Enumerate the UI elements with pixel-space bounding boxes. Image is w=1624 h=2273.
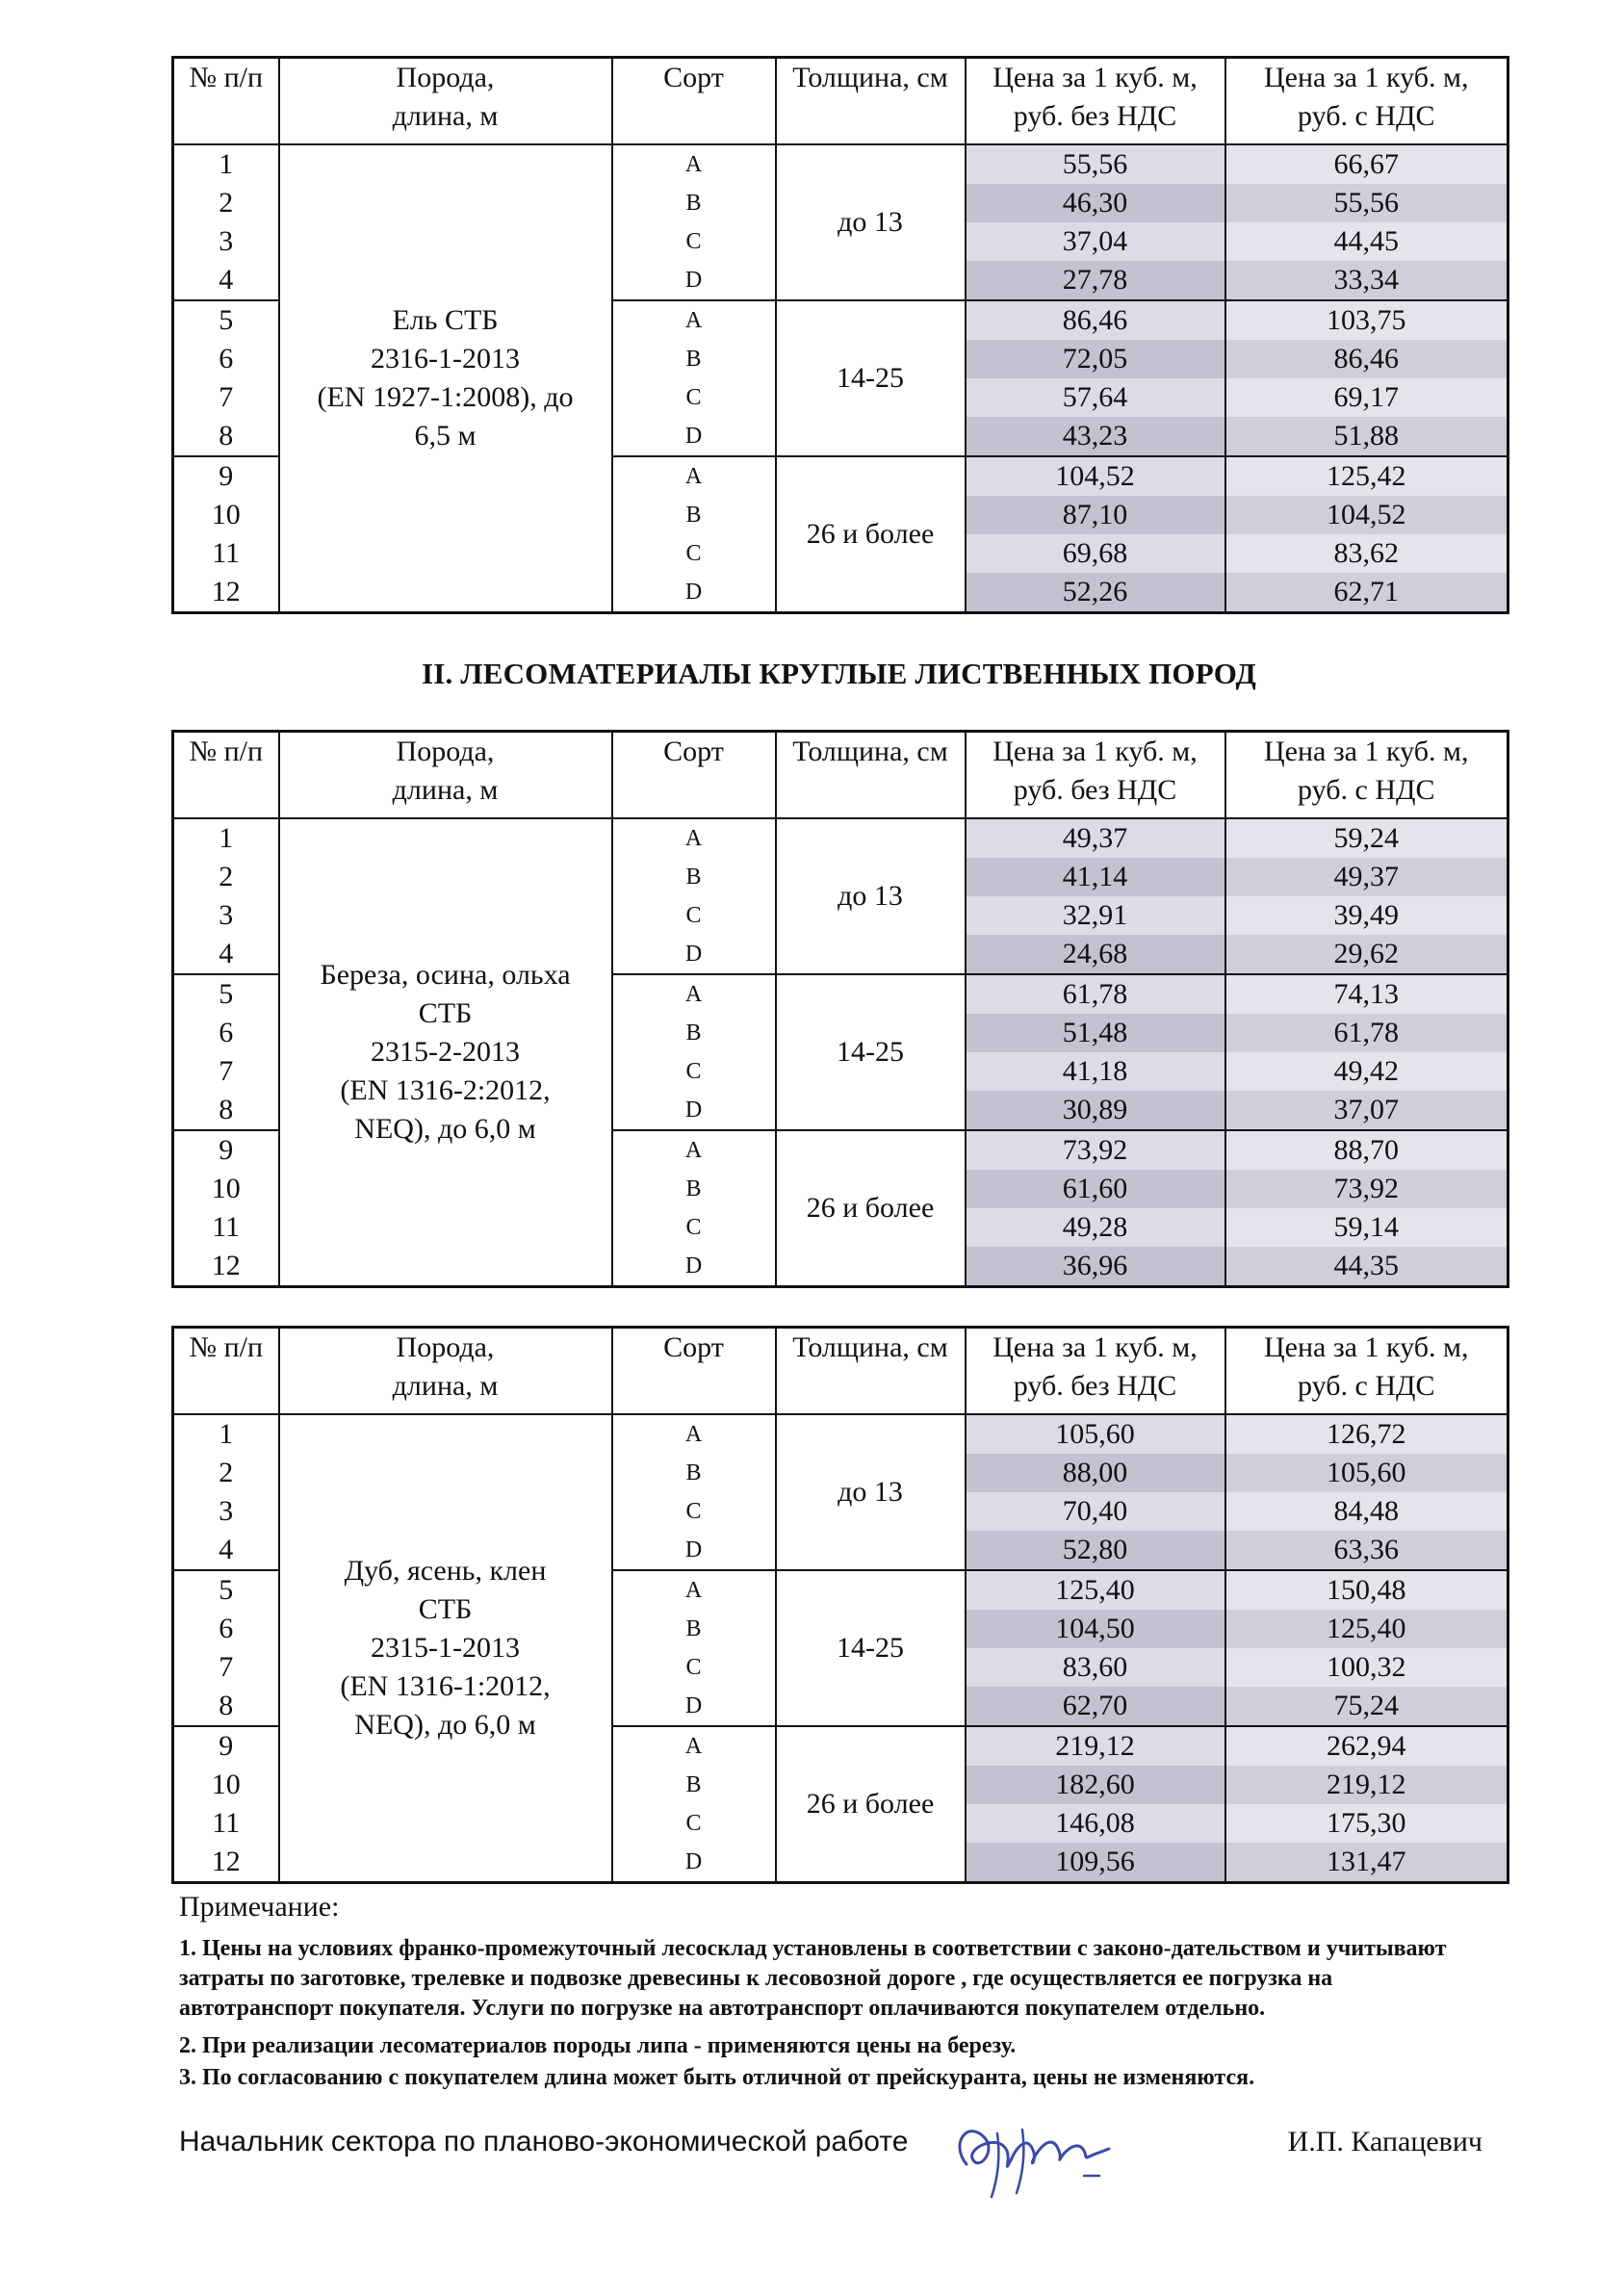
price-vat-cell: 105,60: [1225, 1454, 1508, 1492]
price-vat-cell: 126,72: [1225, 1414, 1508, 1454]
signatory-position: Начальник сектора по планово-экономической работе: [179, 2126, 909, 2157]
grade-cell: C: [612, 1648, 776, 1687]
price-vat-cell: 49,42: [1225, 1052, 1508, 1091]
thickness-cell: 26 и более: [776, 1726, 966, 1883]
grade-cell: C: [612, 378, 776, 417]
grade-cell: B: [612, 1014, 776, 1052]
price-no-vat-cell: 83,60: [966, 1648, 1225, 1687]
row-number: 11: [173, 1208, 279, 1247]
grade-cell: A: [612, 1570, 776, 1610]
header-thickness: [776, 1328, 966, 1415]
species-text: 2315-2-2013: [371, 1036, 520, 1068]
price-no-vat-cell: 61,78: [966, 974, 1225, 1014]
price-no-vat-cell: 182,60: [966, 1766, 1225, 1804]
grade-cell: A: [612, 1414, 776, 1454]
species-text: 2316-1-2013: [371, 343, 520, 375]
price-no-vat-cell: 70,40: [966, 1492, 1225, 1531]
price-no-vat-cell: 51,48: [966, 1014, 1225, 1052]
header-text: Порода,: [396, 736, 495, 767]
header-grade: [612, 58, 776, 145]
header-text: Цена за 1 куб. м,: [992, 1331, 1198, 1363]
row-number: 8: [173, 417, 279, 456]
species-text: NEQ), до 6,0 м: [354, 1113, 536, 1145]
price-no-vat-cell: 55,56: [966, 144, 1225, 184]
header-grade: [612, 1328, 776, 1415]
row-number: 1: [173, 1414, 279, 1454]
price-no-vat-cell: 49,37: [966, 818, 1225, 858]
row-number: 10: [173, 1766, 279, 1804]
row-number: 12: [173, 1843, 279, 1883]
grade-cell: B: [612, 184, 776, 222]
price-vat-cell: 44,35: [1225, 1247, 1508, 1287]
price-vat-cell: 59,14: [1225, 1208, 1508, 1247]
notes-block: [179, 1890, 1527, 2093]
table-row: [173, 144, 1508, 184]
signatory-name: И.П. Капацевич: [1287, 2126, 1482, 2157]
price-no-vat-cell: 52,26: [966, 573, 1225, 613]
thickness-cell: 14-25: [776, 300, 966, 456]
price-vat-cell: 33,34: [1225, 261, 1508, 300]
header-text: длина, м: [392, 774, 499, 806]
species-text: СТБ: [418, 997, 473, 1029]
table-row: [173, 818, 1508, 858]
header-text: руб. без НДС: [1013, 774, 1177, 806]
header-text: руб. без НДС: [1013, 1370, 1177, 1402]
price-vat-cell: 61,78: [1225, 1014, 1508, 1052]
price-vat-cell: 55,56: [1225, 184, 1508, 222]
header-price-vat: [1225, 58, 1508, 145]
header-text: № п/п: [189, 1331, 264, 1363]
price-vat-cell: 88,70: [1225, 1130, 1508, 1170]
price-no-vat-cell: 41,18: [966, 1052, 1225, 1091]
row-number: 3: [173, 222, 279, 261]
grade-cell: D: [612, 1531, 776, 1570]
header-text: Цена за 1 куб. м,: [1263, 62, 1469, 93]
species-text: (EN 1927-1:2008), до: [317, 381, 574, 413]
header-row: [173, 732, 1508, 819]
grade-cell: C: [612, 534, 776, 573]
grade-cell: D: [612, 417, 776, 456]
price-no-vat-cell: 36,96: [966, 1247, 1225, 1287]
grade-cell: C: [612, 1208, 776, 1247]
price-vat-cell: 63,36: [1225, 1531, 1508, 1570]
header-num: [173, 1328, 279, 1415]
grade-cell: B: [612, 1766, 776, 1804]
header-price-vat: [1225, 1328, 1508, 1415]
grade-cell: D: [612, 1091, 776, 1130]
header-text: Цена за 1 куб. м,: [992, 736, 1198, 767]
grade-cell: A: [612, 456, 776, 496]
price-vat-cell: 104,52: [1225, 496, 1508, 534]
price-vat-cell: 51,88: [1225, 417, 1508, 456]
row-number: 12: [173, 1247, 279, 1287]
price-no-vat-cell: 27,78: [966, 261, 1225, 300]
species-text: 6,5 м: [414, 420, 477, 452]
price-no-vat-cell: 30,89: [966, 1091, 1225, 1130]
price-table-conifer: [171, 56, 1509, 614]
price-vat-cell: 44,45: [1225, 222, 1508, 261]
price-no-vat-cell: 146,08: [966, 1804, 1225, 1843]
price-vat-cell: 83,62: [1225, 534, 1508, 573]
notes-title: Примечание:: [179, 1891, 340, 1923]
grade-cell: C: [612, 896, 776, 935]
row-number: 5: [173, 300, 279, 340]
price-no-vat-cell: 73,92: [966, 1130, 1225, 1170]
price-vat-cell: 69,17: [1225, 378, 1508, 417]
grade-cell: C: [612, 1052, 776, 1091]
section-title: II. ЛЕСОМАТЕРИАЛЫ КРУГЛЫЕ ЛИСТВЕННЫХ ПОРОД: [421, 657, 1256, 690]
price-no-vat-cell: 69,68: [966, 534, 1225, 573]
price-table-birch: [171, 730, 1509, 1288]
header-price-no-vat: [966, 58, 1225, 145]
table-row: [173, 1414, 1508, 1454]
price-no-vat-cell: 41,14: [966, 858, 1225, 896]
header-species: [279, 1328, 612, 1415]
row-number: 10: [173, 496, 279, 534]
row-number: 4: [173, 261, 279, 300]
price-no-vat-cell: 61,60: [966, 1170, 1225, 1208]
species-cell: [279, 818, 612, 1287]
row-number: 6: [173, 1014, 279, 1052]
header-text: Толщина, см: [792, 736, 948, 767]
row-number: 2: [173, 1454, 279, 1492]
header-text: Сорт: [663, 736, 724, 767]
price-no-vat-cell: 125,40: [966, 1570, 1225, 1610]
grade-cell: C: [612, 222, 776, 261]
grade-cell: D: [612, 261, 776, 300]
species-text: (EN 1316-2:2012,: [340, 1074, 551, 1106]
row-number: 5: [173, 1570, 279, 1610]
header-text: руб. без НДС: [1013, 100, 1177, 132]
price-no-vat-cell: 109,56: [966, 1843, 1225, 1883]
price-vat-cell: 125,42: [1225, 456, 1508, 496]
grade-cell: D: [612, 1843, 776, 1883]
row-number: 9: [173, 456, 279, 496]
row-number: 3: [173, 1492, 279, 1531]
price-vat-cell: 37,07: [1225, 1091, 1508, 1130]
price-no-vat-cell: 49,28: [966, 1208, 1225, 1247]
grade-cell: A: [612, 974, 776, 1014]
row-number: 6: [173, 1610, 279, 1648]
price-no-vat-cell: 37,04: [966, 222, 1225, 261]
row-number: 1: [173, 144, 279, 184]
grade-cell: B: [612, 1454, 776, 1492]
price-vat-cell: 49,37: [1225, 858, 1508, 896]
thickness-cell: 26 и более: [776, 1130, 966, 1287]
header-text: длина, м: [392, 1370, 499, 1402]
row-number: 11: [173, 534, 279, 573]
species-text: (EN 1316-1:2012,: [340, 1670, 551, 1702]
price-vat-cell: 74,13: [1225, 974, 1508, 1014]
grade-cell: C: [612, 1804, 776, 1843]
price-no-vat-cell: 86,46: [966, 300, 1225, 340]
row-number: 9: [173, 1130, 279, 1170]
handwritten-signature: [940, 2105, 1142, 2201]
species-text: Дуб, ясень, клен: [344, 1555, 547, 1587]
grade-cell: D: [612, 935, 776, 974]
header-species: [279, 58, 612, 145]
row-number: 6: [173, 340, 279, 378]
price-vat-cell: 66,67: [1225, 144, 1508, 184]
price-vat-cell: 219,12: [1225, 1766, 1508, 1804]
header-text: Порода,: [396, 62, 495, 93]
header-text: Сорт: [663, 62, 724, 93]
row-number: 4: [173, 1531, 279, 1570]
grade-cell: A: [612, 818, 776, 858]
price-vat-cell: 84,48: [1225, 1492, 1508, 1531]
price-vat-cell: 73,92: [1225, 1170, 1508, 1208]
note-2: 2. При реализации лесоматериалов породы липа - применяются цены на березу.: [179, 2033, 1017, 2058]
price-no-vat-cell: 24,68: [966, 935, 1225, 974]
species-text: 2315-1-2013: [371, 1632, 520, 1664]
note-1: 1. Цены на условиях франко-промежуточный лесосклад установлены в соответствии с законо-дательством и учитывают затраты по заготовке, трелевке и подвозке древесины к лесовозной дороге , где осуществляется ее погрузка на автотранспорт покупателя. Услуги по погрузке на автотранспорт оплачиваются покупателем отдельно.: [179, 1936, 1447, 2021]
row-number: 3: [173, 896, 279, 935]
header-row: [173, 58, 1508, 145]
header-text: Цена за 1 куб. м,: [1263, 1331, 1469, 1363]
row-number: 7: [173, 378, 279, 417]
header-grade: [612, 732, 776, 819]
header-price-no-vat: [966, 1328, 1225, 1415]
header-text: длина, м: [392, 100, 499, 132]
price-vat-cell: 59,24: [1225, 818, 1508, 858]
row-number: 8: [173, 1091, 279, 1130]
grade-cell: B: [612, 1170, 776, 1208]
grade-cell: C: [612, 1492, 776, 1531]
row-number: 4: [173, 935, 279, 974]
header-text: № п/п: [189, 736, 264, 767]
grade-cell: D: [612, 1247, 776, 1287]
price-vat-cell: 62,71: [1225, 573, 1508, 613]
header-text: руб. с НДС: [1298, 100, 1435, 132]
price-no-vat-cell: 104,52: [966, 456, 1225, 496]
species-text: СТБ: [418, 1593, 473, 1625]
row-number: 11: [173, 1804, 279, 1843]
price-no-vat-cell: 104,50: [966, 1610, 1225, 1648]
price-vat-cell: 150,48: [1225, 1570, 1508, 1610]
thickness-cell: до 13: [776, 1414, 966, 1570]
header-text: Толщина, см: [792, 1331, 948, 1363]
price-vat-cell: 103,75: [1225, 300, 1508, 340]
thickness-cell: 14-25: [776, 974, 966, 1130]
species-cell: [279, 1414, 612, 1883]
price-vat-cell: 75,24: [1225, 1687, 1508, 1726]
grade-cell: B: [612, 496, 776, 534]
header-num: [173, 58, 279, 145]
price-no-vat-cell: 87,10: [966, 496, 1225, 534]
header-text: Цена за 1 куб. м,: [992, 62, 1198, 93]
row-number: 2: [173, 858, 279, 896]
row-number: 1: [173, 818, 279, 858]
grade-cell: D: [612, 1687, 776, 1726]
price-vat-cell: 86,46: [1225, 340, 1508, 378]
grade-cell: B: [612, 1610, 776, 1648]
species-text: NEQ), до 6,0 м: [354, 1709, 536, 1741]
header-species: [279, 732, 612, 819]
price-no-vat-cell: 88,00: [966, 1454, 1225, 1492]
grade-cell: A: [612, 300, 776, 340]
price-no-vat-cell: 57,64: [966, 378, 1225, 417]
price-vat-cell: 29,62: [1225, 935, 1508, 974]
header-text: № п/п: [189, 62, 264, 93]
price-no-vat-cell: 32,91: [966, 896, 1225, 935]
grade-cell: A: [612, 144, 776, 184]
price-no-vat-cell: 46,30: [966, 184, 1225, 222]
grade-cell: B: [612, 340, 776, 378]
row-number: 2: [173, 184, 279, 222]
header-num: [173, 732, 279, 819]
thickness-cell: до 13: [776, 818, 966, 974]
header-text: Толщина, см: [792, 62, 948, 93]
price-no-vat-cell: 52,80: [966, 1531, 1225, 1570]
grade-cell: A: [612, 1726, 776, 1766]
header-thickness: [776, 58, 966, 145]
price-table-oak: [171, 1326, 1509, 1884]
header-price-no-vat: [966, 732, 1225, 819]
row-number: 5: [173, 974, 279, 1014]
row-number: 7: [173, 1052, 279, 1091]
grade-cell: B: [612, 858, 776, 896]
header-text: Порода,: [396, 1331, 495, 1363]
row-number: 8: [173, 1687, 279, 1726]
header-text: Цена за 1 куб. м,: [1263, 736, 1469, 767]
row-number: 7: [173, 1648, 279, 1687]
price-no-vat-cell: 62,70: [966, 1687, 1225, 1726]
price-vat-cell: 262,94: [1225, 1726, 1508, 1766]
species-cell: [279, 144, 612, 613]
note-3: 3. По согласованию с покупателем длина может быть отличной от прейскуранта, цены не изменяются.: [179, 2065, 1255, 2090]
row-number: 10: [173, 1170, 279, 1208]
price-no-vat-cell: 105,60: [966, 1414, 1225, 1454]
price-no-vat-cell: 72,05: [966, 340, 1225, 378]
price-vat-cell: 175,30: [1225, 1804, 1508, 1843]
header-price-vat: [1225, 732, 1508, 819]
price-vat-cell: 100,32: [1225, 1648, 1508, 1687]
thickness-cell: 26 и более: [776, 456, 966, 613]
row-number: 12: [173, 573, 279, 613]
header-thickness: [776, 732, 966, 819]
price-vat-cell: 131,47: [1225, 1843, 1508, 1883]
species-text: Береза, осина, ольха: [320, 959, 571, 991]
species-text: Ель СТБ: [392, 304, 499, 336]
price-no-vat-cell: 43,23: [966, 417, 1225, 456]
grade-cell: A: [612, 1130, 776, 1170]
header-text: Сорт: [663, 1331, 724, 1363]
header-text: руб. с НДС: [1298, 1370, 1435, 1402]
price-no-vat-cell: 219,12: [966, 1726, 1225, 1766]
price-vat-cell: 39,49: [1225, 896, 1508, 935]
header-row: [173, 1328, 1508, 1415]
header-text: руб. с НДС: [1298, 774, 1435, 806]
thickness-cell: 14-25: [776, 1570, 966, 1726]
thickness-cell: до 13: [776, 144, 966, 300]
grade-cell: D: [612, 573, 776, 613]
row-number: 9: [173, 1726, 279, 1766]
price-vat-cell: 125,40: [1225, 1610, 1508, 1648]
